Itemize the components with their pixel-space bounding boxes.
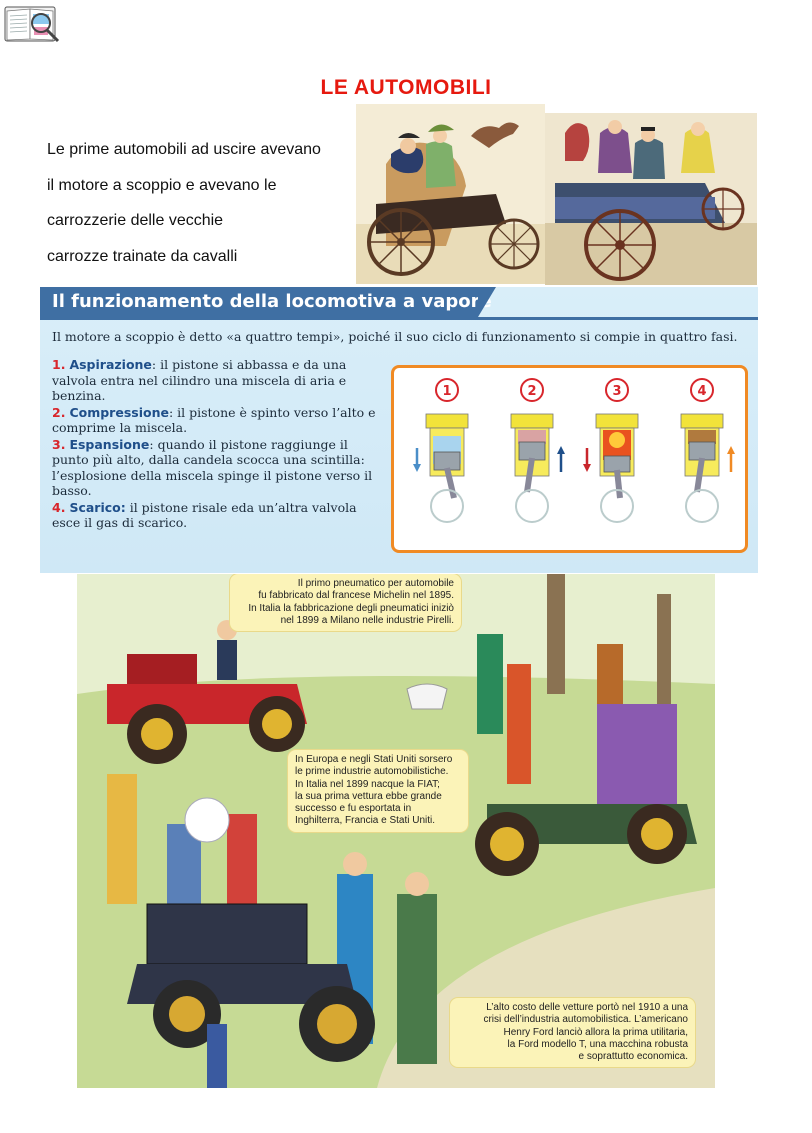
callout-line: In Europa e negli Stati Uniti sorsero bbox=[295, 754, 453, 765]
panel-divider bbox=[40, 317, 758, 320]
michelin-callout bbox=[230, 574, 461, 631]
phase-number: 3 bbox=[612, 384, 622, 399]
early-automobiles-scene bbox=[77, 574, 715, 1088]
step-text: : il pistone è spinto verso l’alto e comprime la miscela. bbox=[52, 404, 376, 435]
ford-callout bbox=[450, 998, 695, 1067]
step-number: 1. bbox=[52, 357, 66, 372]
step-number: 3. bbox=[52, 436, 66, 452]
callout-line: nel 1899 a Milano nelle industrie Pirelli. bbox=[280, 614, 454, 626]
step-text: il pistone risale eda un’altra valvola esce il gas di scarico. bbox=[52, 499, 357, 530]
callout-line: L’alto costo delle vetture portò nel 1910 a una bbox=[486, 1002, 688, 1013]
arrow-down-icon bbox=[583, 464, 591, 472]
intro-line: il motore a scoppio e avevano le bbox=[47, 176, 277, 194]
callout-line: e soprattutto economica. bbox=[578, 1051, 688, 1063]
step-item bbox=[52, 357, 384, 404]
phase-number: 1 bbox=[442, 384, 452, 399]
intro-line: carrozzerie delle vecchie bbox=[47, 212, 224, 229]
phase-number: 2 bbox=[527, 384, 537, 399]
fiat-callout bbox=[288, 750, 468, 832]
step-number: 4. bbox=[52, 499, 66, 515]
phase-number: 4 bbox=[697, 384, 707, 399]
step-text: : il pistone si abbassa e da una valvola entra nel cilindro una miscela di aria e benzina. bbox=[52, 357, 347, 403]
callout-line: Inghilterra, Francia e Stati Uniti. bbox=[295, 815, 436, 827]
panel-intro: Il motore a scoppio è detto «a quattro tempi», poiché il suo ciclo di funzionamento si compie in quattro fasi. bbox=[52, 329, 738, 344]
step-number: 2. bbox=[52, 404, 66, 420]
callout-line: Il primo pneumatico per automobile bbox=[297, 578, 454, 589]
early-car-illustration bbox=[545, 113, 757, 285]
callout-line: crisi dell’industria automobilistica. L’americano bbox=[483, 1014, 688, 1026]
callout-line: Henry Ford lanciò allora la prima utilitaria, bbox=[503, 1026, 688, 1038]
callout-line: In Italia nel 1899 nacque la FIAT; bbox=[295, 778, 440, 790]
phase-2-diagram bbox=[511, 379, 565, 522]
horseless-carriage-illustration bbox=[356, 104, 545, 284]
phase-3-diagram bbox=[583, 379, 638, 522]
arrow-up-icon bbox=[727, 446, 735, 454]
callout-line: successo e fu esportata in bbox=[295, 803, 412, 815]
step-item bbox=[52, 437, 384, 499]
panel-header bbox=[40, 287, 492, 317]
book-magnifier-icon bbox=[3, 3, 61, 45]
engine-cycle-panel bbox=[40, 287, 758, 573]
callout-line: le prime industrie automobilistiche. bbox=[295, 766, 449, 778]
callout-line: fu fabbricato dal francese Michelin nel 1895. bbox=[258, 590, 454, 602]
callout-line: la Ford modello T, una macchina robusta bbox=[507, 1038, 688, 1050]
arrow-up-icon bbox=[557, 446, 565, 454]
steps-list bbox=[52, 357, 384, 532]
step-name: Compressione bbox=[69, 404, 169, 420]
panel-title: Il funzionamento della locomotiva a vapore bbox=[52, 291, 492, 312]
step-name: Aspirazione bbox=[69, 357, 152, 372]
callout-line: In Italia la fabbricazione degli pneumatici iniziò bbox=[248, 602, 454, 614]
step-item bbox=[52, 500, 384, 531]
step-name: Espansione bbox=[69, 436, 150, 452]
arrow-down-icon bbox=[413, 464, 421, 472]
four-stroke-diagram bbox=[391, 365, 748, 553]
step-text: : quando il pistone raggiunge il punto più alto, dalla candela scocca una scintilla: l’esplosione della miscela spinge il pistone verso il basso. bbox=[52, 436, 373, 498]
intro-line: carrozze trainate da cavalli bbox=[47, 247, 238, 265]
phase-1-diagram bbox=[413, 379, 468, 522]
step-item bbox=[52, 405, 384, 436]
phase-4-diagram bbox=[681, 379, 735, 522]
step-name: Scarico: bbox=[69, 499, 126, 515]
intro-text bbox=[47, 140, 357, 282]
page-title: LE AUTOMOBILI bbox=[320, 76, 492, 99]
callout-line: la sua prima vettura ebbe grande bbox=[295, 790, 442, 802]
intro-line: Le prime automobili ad uscire avevano bbox=[47, 141, 321, 158]
